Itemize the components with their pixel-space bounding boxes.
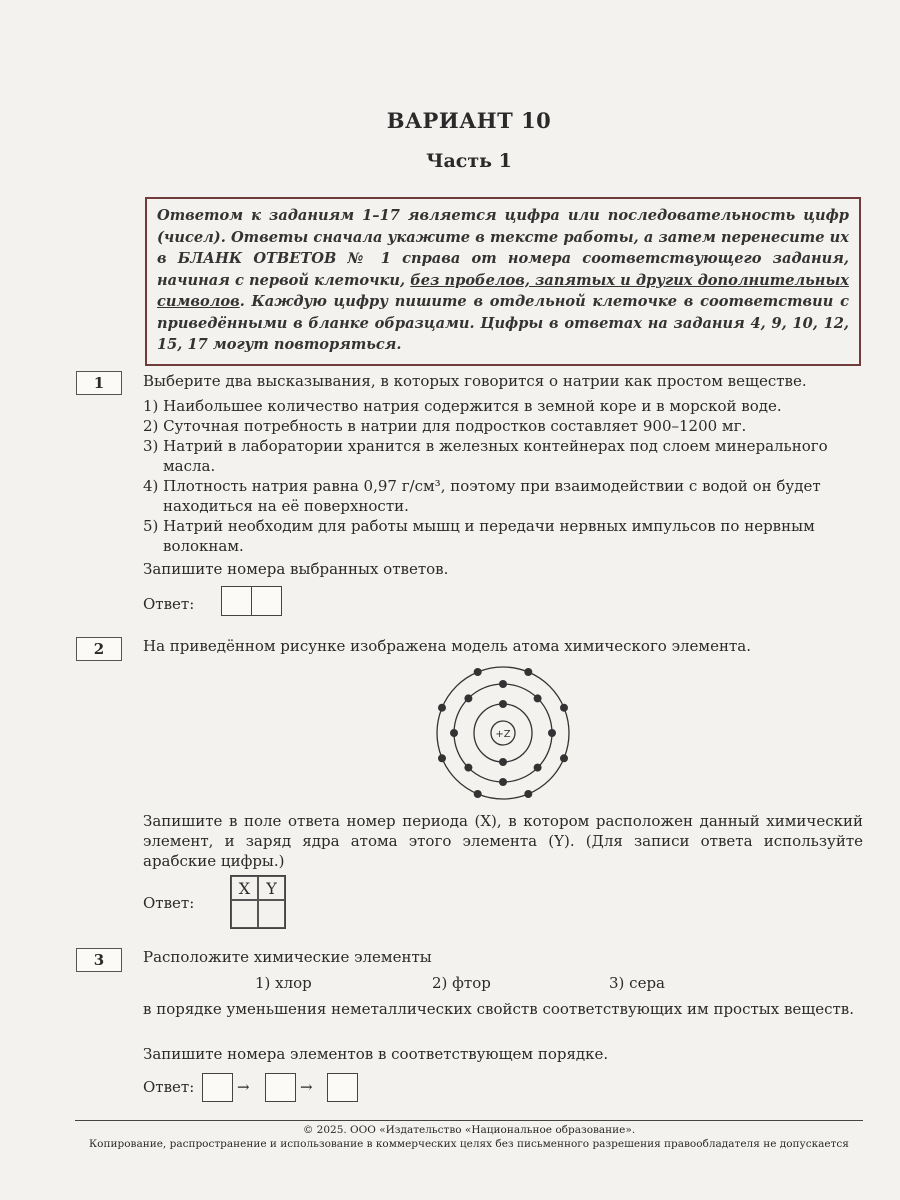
electron-7 [450,729,458,737]
q1-answer-cell-1[interactable] [221,586,252,616]
arrow-icon: → [237,1078,250,1096]
q1-option-4: 4) Плотность натрия равна 0,97 г/см³, поэтому при взаимодействии с водой он будет находиться на её поверхности. [143,477,821,515]
question-3-number: 3 [76,948,122,972]
electron-15 [438,704,446,712]
q3-answer-cell-1[interactable] [202,1073,233,1102]
electron-1 [499,758,507,766]
instruction-box [145,197,861,366]
electron-16 [474,668,482,676]
q2-answer-x[interactable] [231,900,258,928]
electron-14 [438,754,446,762]
question-2-instruction: Запишите в поле ответа номер периода (X), в котором расположен данный химический элемент, и заряд ядра атома этого элемента (Y). (Для записи ответа используйте арабские цифры.) [143,812,863,870]
q1-answer-label: Ответ: [143,595,195,613]
instruction-text-1: Ответом к заданиям 1–17 является цифра или последовательность цифр (чисел). Ответы сначала укажите в тексте работы, а затем перенесите их в БЛАНК ОТВЕТОВ № 1 справа от номера соответствующего задания, начиная с первой клеточки, [157,207,849,289]
q2-header-y: Y [258,876,285,900]
question-1-options [143,396,863,556]
question-2-number: 2 [76,637,122,661]
q3-element-2: 2) фтор [432,974,491,992]
q2-header-x: X [231,876,258,900]
electron-13 [474,790,482,798]
q1-option-2: 2) Суточная потребность в натрии для подростков составляет 900–1200 мг. [143,417,747,435]
electron-2 [499,700,507,708]
electron-10 [534,694,542,702]
variant-title: ВАРИАНТ 10 [386,108,552,133]
electron-8 [464,694,472,702]
instruction-underlined: без пробелов, запятых и других дополнительных символов [157,271,849,310]
q2-answer-grid [230,875,286,929]
electron-12 [524,790,532,798]
q3-element-1: 1) хлор [255,974,312,992]
footer-copyright: © 2025. ООО «Издательство «Национальное образование». [302,1124,636,1136]
footer-notice: Копирование, распространение и использование в коммерческих целях без письменного разрешения правообладателя не допускается [89,1138,849,1150]
q3-element-3: 3) сера [609,974,665,992]
electron-9 [499,680,507,688]
q2-answer-y[interactable] [258,900,285,928]
q1-option-5: 5) Натрий необходим для работы мышц и передачи нервных импульсов по нервным волокнам. [143,517,815,555]
electron-5 [499,778,507,786]
electron-3 [548,729,556,737]
instruction-text-2: . Каждую цифру пишите в отдельной клеточке в соответствии с приведёнными в бланке образцами. Цифры в ответах на задания 4, 9, 10, 12, 15, 17 могут повторяться. [157,293,849,353]
electron-18 [560,704,568,712]
q2-answer-label: Ответ: [143,894,195,912]
q3-answer-cell-3[interactable] [327,1073,358,1102]
question-3-instruction: Запишите номера элементов в соответствующем порядке. [143,1045,609,1063]
question-2-prompt: На приведённом рисунке изображена модель атома химического элемента. [143,637,751,655]
question-3-prompt-2: в порядке уменьшения неметаллических свойств соответствующих им простых веществ. [143,1000,855,1018]
electron-4 [534,764,542,772]
electron-17 [524,668,532,676]
arrow-icon: → [300,1078,313,1096]
question-3-prompt: Расположите химические элементы [143,948,432,966]
question-1-instruction: Запишите номера выбранных ответов. [143,560,449,578]
q3-answer-label: Ответ: [143,1078,195,1096]
electron-11 [560,754,568,762]
atom-model-diagram [430,660,576,806]
footer-divider [75,1120,863,1121]
q1-answer-cell-2[interactable] [251,586,282,616]
question-1-number: 1 [76,371,122,395]
q1-option-3: 3) Натрий в лаборатории хранится в железных контейнерах под слоем минерального масла. [143,437,828,475]
q3-answer-cell-2[interactable] [265,1073,296,1102]
nucleus-label: +Z [495,729,511,740]
electron-6 [464,764,472,772]
q1-option-1: 1) Наибольшее количество натрия содержится в земной коре и в морской воде. [143,397,782,415]
question-1-prompt: Выберите два высказывания, в которых говорится о натрии как простом веществе. [143,372,807,390]
part-title: Часть 1 [426,150,512,172]
